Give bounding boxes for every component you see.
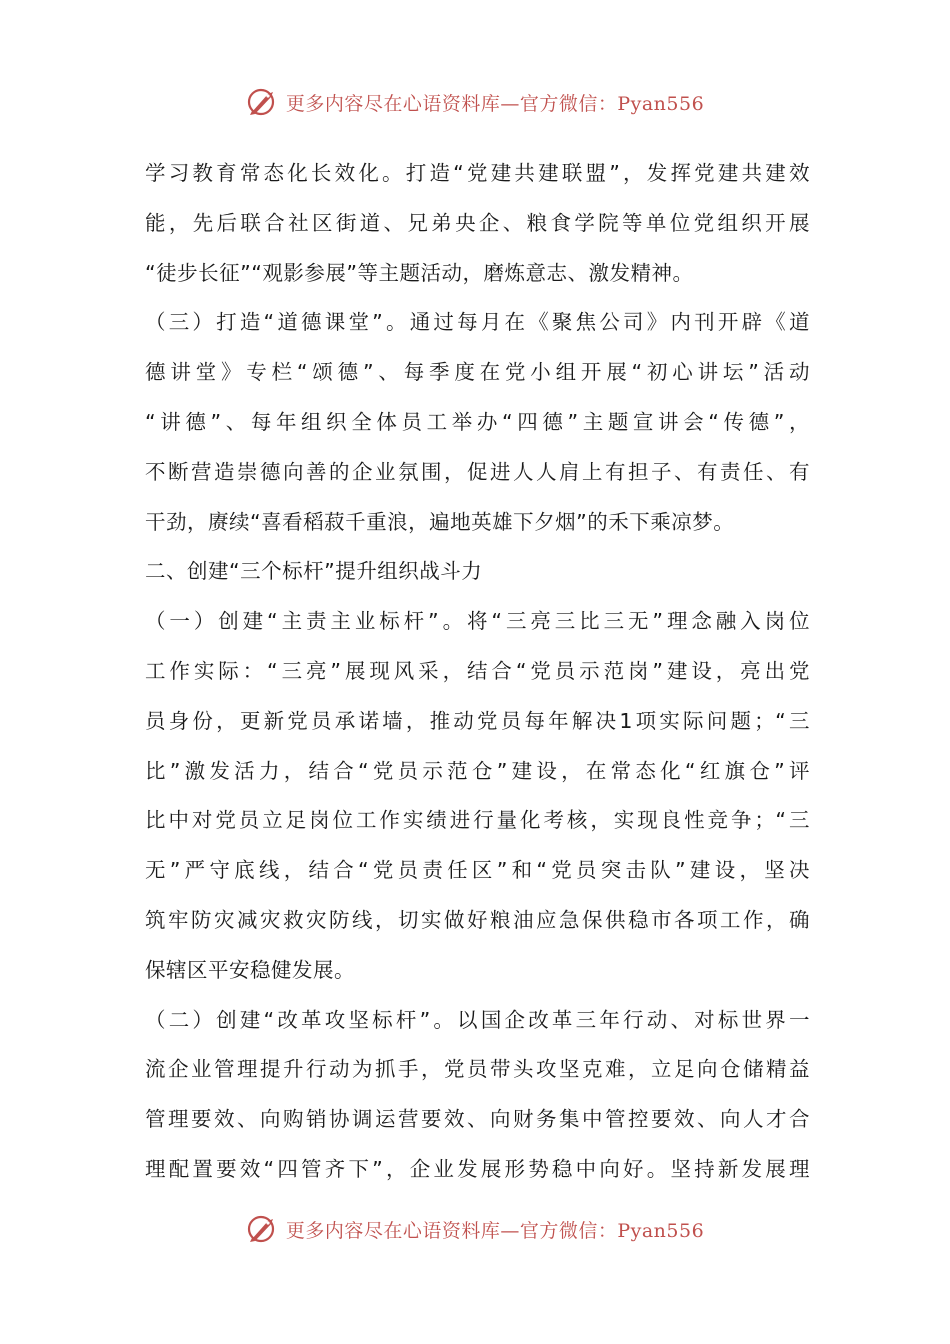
- text-line: 能，先后联合社区街道、兄弟央企、粮食学院等单位党组织开展: [145, 210, 810, 235]
- text-line: 理配置要效“四管齐下”，企业发展形势稳中向好。坚持新发展理: [145, 1156, 810, 1181]
- footer-banner-text: 更多内容尽在心语资料库—官方微信：Pyan556: [285, 1219, 705, 1242]
- text-line: 流企业管理提升行动为抓手，党员带头攻坚克难，立足向仓储精益: [145, 1057, 810, 1082]
- pen-nib-logo-icon: [246, 1212, 280, 1246]
- text-line: “讲德”、每年组织全体员工举办“四德”主题宣讲会“传德”，: [145, 409, 810, 434]
- text-line: 比中对党员立足岗位工作实绩进行量化考核，实现良性竞争；“三: [145, 808, 810, 833]
- text-line: 无”严守底线，结合“党员责任区”和“党员突击队”建设，坚决: [145, 858, 810, 883]
- text-line: “徒步长征”“观影参展”等主题活动，磨炼意志、激发精神。: [145, 260, 694, 285]
- text-line: 保辖区平安稳健发展。: [145, 957, 355, 982]
- text-line: 筑牢防灾减灾救灾防线，切实做好粮油应急保供稳市各项工作，确: [145, 907, 810, 932]
- text-line: 不断营造崇德向善的企业氛围，促进人人肩上有担子、有责任、有: [145, 459, 810, 484]
- text-line: 德讲堂》专栏“颂德”、每季度在党小组开展“初心讲坛”活动: [145, 360, 810, 385]
- text-line: 员身份，更新党员承诺墙，推动党员每年解决1项实际问题；“三: [145, 708, 810, 733]
- document-body: [145, 149, 810, 1195]
- text-line: 管理要效、向购销协调运营要效、向财务集中管控要效、向人才合: [145, 1107, 810, 1132]
- text-line: （二）创建“改革攻坚标杆”。以国企改革三年行动、对标世界一: [145, 1007, 810, 1032]
- text-line: 学习教育常态化长效化。打造“党建共建联盟”，发挥党建共建效: [145, 161, 810, 185]
- text-line: （一）创建“主责主业标杆”。将“三亮三比三无”理念融入岗位: [145, 609, 810, 634]
- text-line: 比”激发活力，结合“党员示范仓”建设，在常态化“红旗仓”评: [145, 758, 810, 783]
- section-heading: 二、创建“三个标杆”提升组织战斗力: [145, 559, 483, 584]
- text-line: 工作实际：“三亮”展现风采，结合“党员示范岗”建设，亮出党: [145, 658, 810, 683]
- pen-nib-logo-icon: [246, 85, 280, 119]
- text-line: 干劲，赓续“喜看稻菽千重浪，遍地英雄下夕烟”的禾下乘凉梦。: [145, 509, 735, 534]
- footer-banner: [0, 1207, 950, 1251]
- text-line: （三）打造“道德课堂”。通过每月在《聚焦公司》内刊开辟《道: [145, 310, 810, 335]
- header-banner: [0, 80, 950, 124]
- header-banner-text: 更多内容尽在心语资料库—官方微信：Pyan556: [285, 92, 705, 115]
